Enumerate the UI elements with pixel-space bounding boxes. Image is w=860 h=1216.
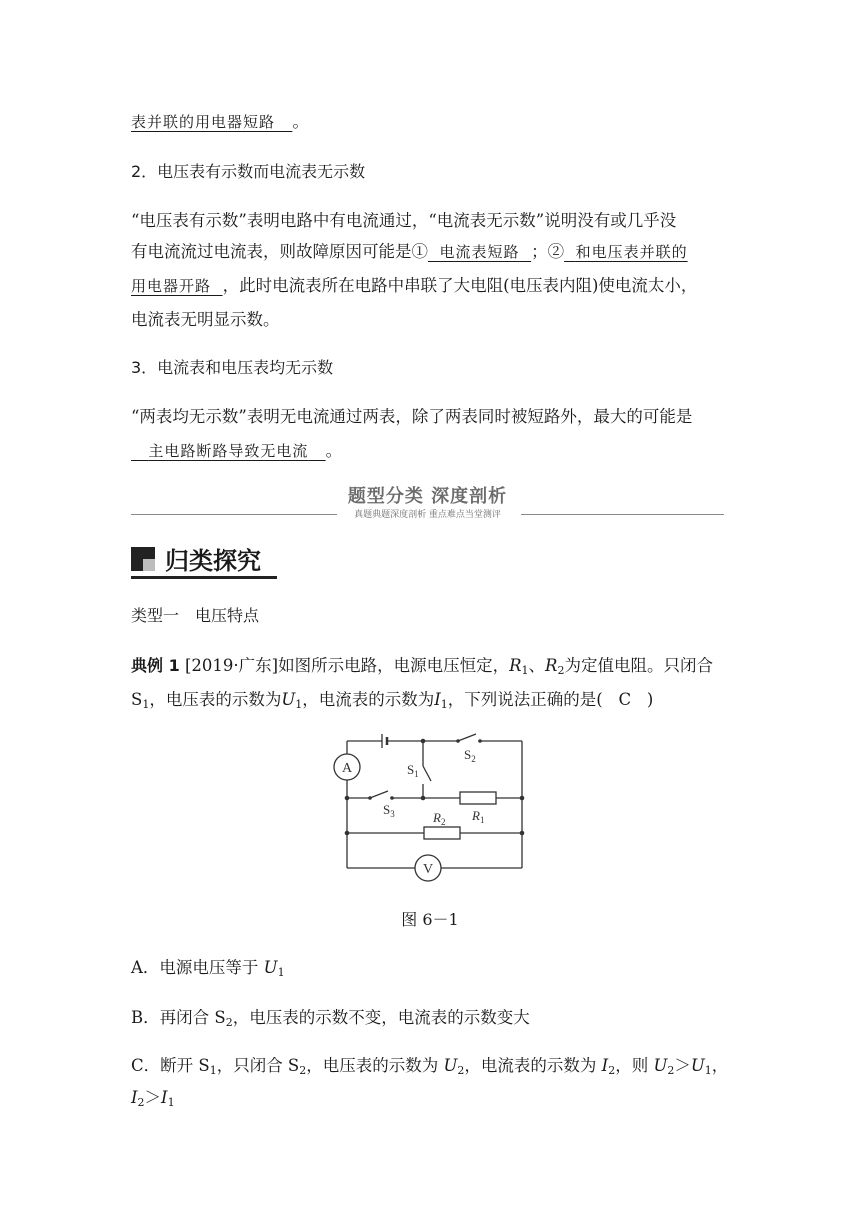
period: 。 [292,112,309,131]
ammeter-label: A [341,761,353,776]
intro-line [131,110,309,134]
option-c: C．断开 $S_1$，只闭合 $S_2$，电压表的示数为 $U_2$，电流表的示数为 $I_2$，则 $U_2>U_1$， [131,1056,729,1077]
circuit-svg [330,726,540,886]
voltmeter-label: V [422,862,434,877]
blank-pad [275,113,292,131]
text: ；② [531,242,565,261]
heading-3: 3．电流表和电压表均无示数 [131,358,334,377]
s2-para-line-2 [131,240,688,264]
example-source: [2019·广东] [184,656,279,675]
section-banner [131,480,724,520]
s3-para-line-1: “两表均无示数”表明无电流通过两表，除了两表同时被短路外，最大的可能是 [131,407,693,426]
circuit-diagram [330,726,540,890]
answer-blank: 和电压表并联的 [575,243,688,261]
resistor-r1 [460,792,496,804]
heading-2: 2．电压表有示数而电流表无示数 [131,162,366,181]
example-line-2: $S_1$，电压表的示数为$U_1$，电流表的示数为$I_1$，下列说法正确的是( C ) [131,690,654,711]
text: 有电流流过电流表，则故障原因可能是① [131,242,428,261]
figure-caption: 图 6－1 [401,910,459,929]
r1-label: $R_1$ [472,808,485,825]
s2-para-line-3 [131,274,697,298]
option-b: B．再闭合 $S_2$，电压表的示数不变，电流表的示数变大 [131,1008,530,1029]
s2-para-line-4: 电流表无明显示数。 [131,310,280,329]
s3-label: $S_3$ [383,802,395,819]
banner-title: 题型分类 深度剖析 [347,486,508,507]
s1-label: $S_1$ [407,762,419,779]
answer-blank: 表并联的用电器短路 [131,113,276,131]
banner-subtitle: 真题典题深度剖析 重点难点当堂测评 [354,510,501,520]
switch-s3 [370,791,388,798]
answer-blank: 用电器开路 [131,277,212,295]
s2-label: $S_2$ [464,747,476,764]
answer: C [618,690,632,709]
text: ，此时电流表所在电路中串联了大电阻(电压表内阻)使电流太小， [222,276,698,295]
option-c-cont: $I_2>I_1$ [131,1088,175,1109]
switch-s2 [458,734,476,741]
answer-blank: 电流表短路 [439,243,520,261]
period: 。 [325,441,343,460]
section-square-accent [143,559,155,571]
resistor-r2 [424,827,460,839]
option-a: A．电源电压等于 $U_1$ [131,958,285,979]
section-underline [131,576,277,579]
r2-label: $R_2$ [433,810,446,827]
answer-blank: 主电路断路导致无电流 [148,442,309,460]
s3-para-line-2 [131,439,342,463]
example-line-1: 典例 1 [2019·广东]如图所示电路，电源电压恒定，$R_1$、$R_2$为定值电阻。只闭合 [131,656,713,677]
type-heading: 类型一 电压特点 [131,606,260,625]
s2-para-line-1: “电压表有示数”表明电路中有电流通过，“电流表无示数”说明没有或几乎没 [131,211,677,230]
section-title: 归类探究 [165,547,261,575]
switch-s1 [423,766,431,781]
example-label: 典例 1 [131,656,180,675]
banner-rule-right [521,514,724,515]
